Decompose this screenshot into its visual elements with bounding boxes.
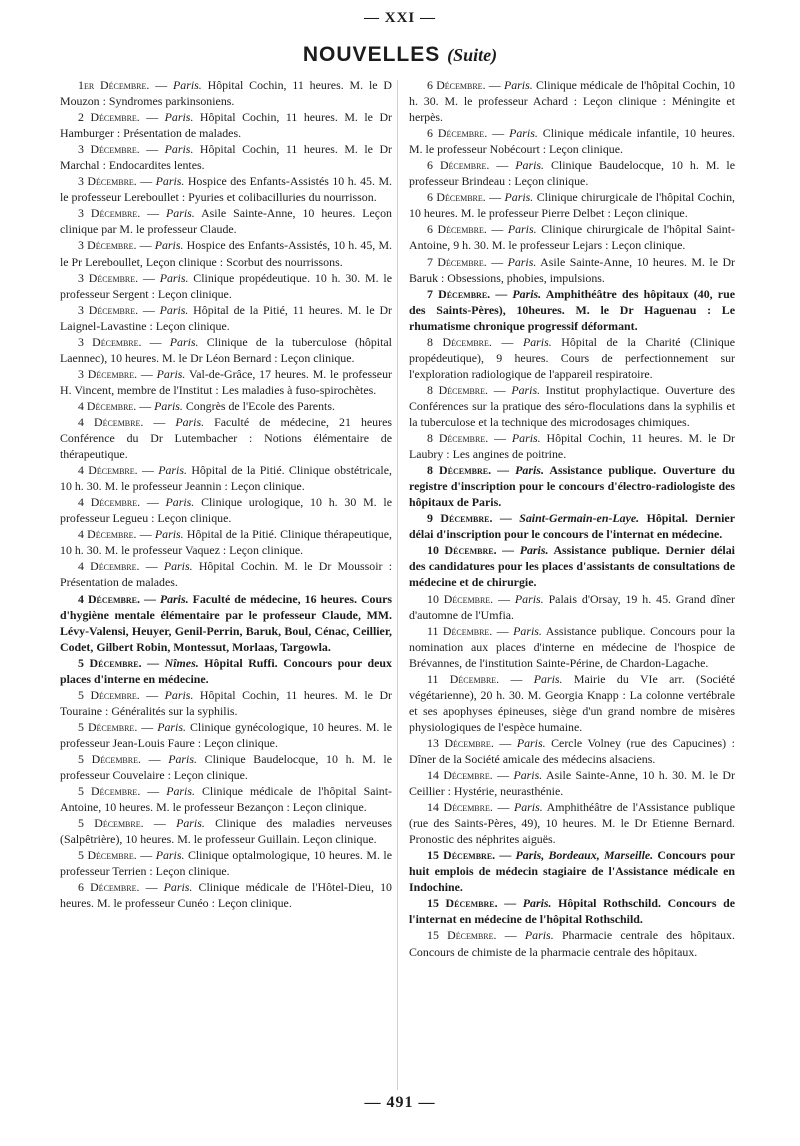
- entry-text: Faculté de médecine, 21 heures Conférence du Dr Lutembacher : Notions élémentaire de thérapeutique.: [60, 414, 392, 462]
- news-entry: 3 Décembre. — Paris. Hôpital Cochin, 11 heures. M. le Dr Marchal : Endocardites lentes.: [60, 142, 392, 173]
- entry-date: 1er Décembre.: [78, 78, 150, 92]
- entry-city: Paris.: [168, 751, 197, 766]
- entry-date: 14 Décembre.: [427, 800, 493, 815]
- entry-date: 4 Décembre.: [78, 559, 140, 574]
- entry-city: Paris.: [507, 222, 537, 237]
- news-entry: 3 Décembre. — Paris. Val-de-Grâce, 17 heures. M. le professeur H. Vincent, membre de l'Institut : Les maladies à fuso-spirochètes.: [60, 366, 392, 397]
- entry-date: 6 Décembre.: [427, 222, 487, 237]
- entry-text: Clinique médicale de l'Hôtel-Dieu, 10 heures. M. le professeur Cunéo : Leçon clinique.: [60, 880, 392, 911]
- entry-date: 3 Décembre.: [78, 270, 139, 285]
- entry-text: Hôpital Cochin, 11 heures. M. le Dr Laubry : Les angines de poitrine.: [409, 431, 736, 462]
- entry-date: 4 Décembre.: [78, 398, 137, 413]
- entry-date: 6 Décembre.: [427, 78, 486, 92]
- entry-text: Pharmacie centrale des hôpitaux. Concours de chimiste de la pharmacie centrale des hôpitaux.: [409, 928, 735, 959]
- news-entry: 10 Décembre. — Paris. Palais d'Orsay, 19 h. 45. Grand dîner d'automne de l'Umfia.: [409, 591, 735, 622]
- entry-text: Asile Sainte-Anne, 10 h. 30. M. le Dr Ceillier : Hystérie, neurasthénie.: [409, 768, 735, 799]
- entry-city: Paris.: [511, 431, 541, 446]
- entry-city: Paris.: [513, 768, 543, 783]
- entry-city: Paris.: [165, 495, 195, 510]
- entry-city: Paris.: [522, 896, 552, 911]
- entry-text: Hospice des Enfants-Assistés, 10 h. 45, M. le Pr Lereboullet, Leçon clinique : Scorbut des nourrissons.: [60, 238, 392, 269]
- entry-city: Paris.: [513, 623, 542, 638]
- entry-city: Paris.: [154, 527, 184, 542]
- entry-text: Clinique médicale de l'hôpital Cochin, 10 h. 30. M. le professeur Achard : Leçon clinique : Méningite et herpès.: [409, 78, 736, 125]
- entry-date: 3 Décembre.: [78, 366, 138, 381]
- news-entry: 6 Décembre. — Paris. Clinique Baudelocque, 10 h. M. le professeur Brindeau : Leçon clinique.: [409, 158, 735, 189]
- news-entry: 5 Décembre. — Paris. Clinique Baudelocque, 10 h. M. le professeur Couvelaire : Leçon clinique.: [60, 751, 392, 783]
- entry-date: 5 Décembre.: [78, 719, 138, 734]
- entry-date: 7 Décembre.: [427, 254, 487, 269]
- entry-text: Palais d'Orsay, 19 h. 45. Grand dîner d'automne de l'Umfia.: [409, 591, 735, 622]
- left-column: [60, 77, 392, 911]
- entry-text: Clinique Baudelocque, 10 h. M. le professeur Brindeau : Leçon clinique.: [409, 158, 735, 189]
- entry-date: 10 Décembre.: [427, 591, 494, 606]
- entry-date: 6 Décembre.: [427, 158, 490, 173]
- entry-text: Clinique gynécologique, 10 heures. M. le professeur Jean-Louis Faure : Leçon clinique.: [60, 719, 392, 750]
- entry-text: Assistance publique. Ouverture du registre d'inscription pour le concours d'électro-radiologiste des hôpitaux de Paris.: [409, 463, 735, 510]
- right-column: [409, 77, 735, 960]
- news-entry: 6 Décembre. — Paris. Clinique chirurgicale de l'hôpital Saint-Antoine, 9 h. 30. M. le professeur Lejars : Leçon clinique.: [409, 222, 735, 253]
- news-entry: 5 Décembre. — Paris. Hôpital Cochin, 11 heures. M. le Dr Touraine : Généralités sur la syphilis.: [60, 687, 392, 718]
- entry-date: 11 Décembre.: [427, 623, 493, 638]
- news-entry: 6 Décembre. — Paris. Clinique chirurgicale de l'hôpital Cochin, 10 heures. M. le professeur Pierre Delbet : Leçon clinique.: [409, 190, 736, 221]
- entry-city: Paris.: [164, 110, 194, 125]
- news-entry: 15 Décembre. — Paris. Hôpital Rothschild. Concours de l'internat en médecine de l'hôpital Rothschild.: [409, 896, 735, 927]
- entry-city: Paris.: [509, 126, 538, 141]
- entry-text: Clinique propédeutique. 10 h. 30. M. le professeur Sergent : Leçon clinique.: [60, 270, 392, 301]
- page-title: [0, 43, 800, 67]
- entry-text: Mairie du VIe arr. (Société végétarienne), 20 h. 30. M. Georgia Knapp : La colonne vertébrale et ses apophyses épineuses, siège d'un grand nombre de misères physiologiques de l'espèce humaine.: [409, 671, 735, 734]
- entry-text: Clinique de la tuberculose (hôpital Laennec), 10 heures. M. le Dr Léon Bernard : Leçon clinique.: [60, 334, 392, 365]
- entry-city: Paris.: [514, 591, 544, 606]
- entry-date: 8 Décembre.: [427, 463, 492, 478]
- entry-date: 4 Décembre.: [78, 495, 141, 510]
- entry-text: Clinique des maladies nerveuses (Salpêtrière), 10 heures. M. le professeur Guillain. Leçon clinique.: [60, 816, 393, 847]
- entry-city: Paris.: [176, 816, 205, 831]
- news-entry: 8 Décembre. — Paris. Hôpital Cochin, 11 heures. M. le Dr Laubry : Les angines de poitrine.: [409, 431, 736, 462]
- entry-date: 7 Décembre.: [427, 286, 491, 301]
- entry-date: 3 Décembre.: [78, 142, 140, 157]
- entry-city: Paris.: [164, 687, 194, 702]
- news-entry: 5 Décembre. — Paris. Clinique optalmologique, 10 heures. M. le professeur Terrien : Leçon clinique.: [60, 848, 393, 879]
- entry-date: 14 Décembre.: [427, 768, 493, 783]
- news-entry: 8 Décembre. — Paris. Institut prophylactique. Ouverture des Conférences sur la pratique des séro-floculations dans la syphilis et la tuberculose et la technique des microdosages chimiques.: [409, 382, 735, 429]
- news-entry: 6 Décembre. — Paris. Clinique médicale de l'hôpital Cochin, 10 h. 30. M. le professeur Achard : Leçon clinique : Méningite et herpès.: [409, 78, 736, 125]
- news-entry: 4 Décembre. — Paris. Faculté de médecine, 16 heures. Cours d'hygiène mentale élémentaire par le professeur Claude, MM. Lévy-Valensi, Heuyer, Genil-Perrin, Baruk, Boul, Cénac, Ceillier, Codet, Gilbert Robin, Montessut, Morlaas, Targowla.: [60, 591, 392, 654]
- entry-city: Paris.: [533, 671, 563, 686]
- entry-date: 5 Décembre.: [78, 784, 141, 799]
- entry-date: 13 Décembre.: [427, 735, 494, 750]
- news-entry: 7 Décembre. — Paris. Asile Sainte-Anne, 10 heures. M. le Dr Baruk : Obsessions, phobies, impulsions.: [409, 254, 735, 285]
- entry-city: Paris.: [159, 270, 189, 285]
- title-suite: (Suite): [447, 45, 498, 65]
- news-entry: 5 Décembre. — Nîmes. Hôpital Ruffi. Concours pour deux places d'interne en médecine.: [60, 655, 392, 686]
- entry-text: Congrès de l'Ecole des Parents.: [185, 398, 335, 413]
- entry-text: Concours pour huit emplois de médecin stagiaire de l'Assistance médicale en Indochine.: [409, 848, 735, 895]
- entry-city: Paris.: [504, 190, 534, 205]
- news-entry: 13 Décembre. — Paris. Cercle Volney (rue des Capucines) : Dîner de la Société amicale des médecins alsaciens.: [409, 735, 735, 766]
- news-entry: 7 Décembre. — Paris. Amphithéâtre des hôpitaux (40, rue des Saints-Pères), 10heures. M. le Dr Haguenau : Le rhumatisme chronique progressif déformant.: [409, 286, 735, 333]
- news-entry: 11 Décembre. — Paris. Mairie du VIe arr. (Société végétarienne), 20 h. 30. M. Georgia Knapp : La colonne vertébrale et ses apophyses épineuses, siège d'un grand nombre de misères physiologiques de l'espèce humaine.: [409, 671, 735, 734]
- entry-date: 10 Décembre.: [427, 543, 497, 558]
- entry-date: 8 Décembre.: [427, 382, 488, 397]
- entry-text: Hôpital Cochin, 11 heures. M. le Dr Touraine : Généralités sur la syphilis.: [60, 687, 392, 718]
- news-entry: 6 Décembre. — Paris. Clinique médicale de l'Hôtel-Dieu, 10 heures. M. le professeur Cunéo : Leçon clinique.: [60, 880, 392, 911]
- entry-city: Paris.: [163, 559, 193, 574]
- entry-city: Paris.: [154, 398, 183, 413]
- news-entry: 2 Décembre. — Paris. Hôpital Cochin, 11 heures. M. le Dr Hamburger : Présentation de malades.: [60, 110, 392, 141]
- title-text: NOUVELLES: [302, 43, 441, 66]
- news-entry: 3 Décembre. — Paris. Clinique propédeutique. 10 h. 30. M. le professeur Sergent : Leçon clinique.: [60, 270, 392, 301]
- entry-text: Hôpital Cochin. M. le Dr Moussoir : Présentation de malades.: [60, 559, 392, 590]
- entry-date: 8 Décembre.: [427, 334, 492, 349]
- news-entry: 6 Décembre. — Paris. Clinique médicale infantile, 10 heures. M. le professeur Nobécourt : Leçon clinique.: [409, 126, 735, 157]
- entry-date: 5 Décembre.: [78, 655, 142, 670]
- news-entry: 8 Décembre. — Paris. Assistance publique. Ouverture du registre d'inscription pour le concours d'électro-radiologiste des hôpitaux de Paris.: [409, 463, 735, 510]
- entry-text: Hôpital Cochin, 11 heures. M. le Dr Hamburger : Présentation de malades.: [60, 110, 392, 141]
- entry-text: Hôpital de la Pitié. Clinique thérapeutique, 10 h. 30. M. le professeur Vaquez : Leçon clinique.: [60, 527, 392, 558]
- entry-text: Clinique urologique, 10 h. 30 M. le professeur Legueu : Leçon clinique.: [60, 495, 392, 526]
- entry-text: Val-de-Grâce, 17 heures. M. le professeur H. Vincent, membre de l'Institut : Les maladies à fuso-spirochètes.: [60, 366, 392, 397]
- entry-city: Paris.: [159, 591, 189, 606]
- entry-city: Paris.: [166, 206, 195, 221]
- entry-city: Paris.: [158, 463, 187, 478]
- entry-date: 3 Décembre.: [78, 238, 137, 253]
- entry-text: Clinique chirurgicale de l'hôpital Saint-Antoine, 9 h. 30. M. le professeur Lejars : Leçon clinique.: [409, 222, 735, 253]
- entry-city: Paris.: [155, 174, 185, 189]
- entry-date: 2 Décembre.: [78, 110, 140, 125]
- entry-city: Paris.: [155, 848, 185, 863]
- entry-city: Paris.: [519, 543, 549, 558]
- entry-text: Clinique médicale infantile, 10 heures. M. le professeur Nobécourt : Leçon clinique.: [409, 126, 735, 157]
- news-entry: 4 Décembre. — Paris. Clinique urologique, 10 h. 30 M. le professeur Legueu : Leçon clinique.: [60, 495, 392, 526]
- entry-date: 11 Décembre.: [427, 671, 500, 686]
- news-entry: 9 Décembre. — Saint-Germain-en-Laye. Hôpital. Dernier délai d'inscription pour le concours de l'internat en médecine.: [409, 511, 735, 542]
- entry-date: 15 Décembre.: [427, 896, 498, 911]
- entry-date: 3 Décembre.: [78, 174, 137, 189]
- news-entry: 3 Décembre. — Paris. Hospice des Enfants-Assistés, 10 h. 45, M. le Pr Lereboullet, Leçon clinique : Scorbut des nourrissons.: [60, 238, 392, 269]
- news-entry: 5 Décembre. — Paris. Clinique gynécologique, 10 heures. M. le professeur Jean-Louis Faure : Leçon clinique.: [60, 719, 392, 750]
- entry-date: 4 Décembre.: [78, 463, 138, 478]
- entry-text: Hospice des Enfants-Assistés 10 h. 45. M. le professeur Lereboullet : Pyuries et colibacilluries du nourrisson.: [60, 174, 392, 205]
- entry-text: Amphithéâtre des hôpitaux (40, rue des Saints-Pères), 10heures. M. le Dr Haguenau : Le rhumatisme chronique progressif déformant.: [409, 286, 735, 333]
- entry-city: Paris.: [511, 382, 541, 397]
- entry-text: Hôpital. Dernier délai d'inscription pour le concours de l'internat en médecine.: [409, 511, 735, 542]
- news-entry: 15 Décembre. — Paris. Pharmacie centrale des hôpitaux. Concours de chimiste de la pharmacie centrale des hôpitaux.: [409, 928, 735, 959]
- news-entry: 4 Décembre. — Paris. Hôpital Cochin. M. le Dr Moussoir : Présentation de malades.: [60, 559, 392, 590]
- entry-city: Paris.: [516, 735, 546, 750]
- entry-text: Hôpital de la Pitié. Clinique obstétricale, 10 h. 30. M. le professeur Jeannin : Leçon clinique.: [60, 463, 392, 494]
- entry-date: 15 Décembre.: [427, 928, 497, 943]
- entry-city: Paris.: [157, 719, 186, 734]
- news-entry: 14 Décembre. — Paris. Asile Sainte-Anne, 10 h. 30. M. le Dr Ceillier : Hystérie, neurasthénie.: [409, 768, 735, 799]
- entry-date: 5 Décembre.: [78, 848, 137, 863]
- entry-text: Cercle Volney (rue des Capucines) : Dîner de la Société amicale des médecins alsaciens.: [409, 735, 735, 766]
- news-entry: 14 Décembre. — Paris. Amphithéâtre de l'Assistance publique (rue des Saints-Pères, 49), 10 heures. M. le Dr Etienne Bernard. Pronostic des néphrites aiguës.: [409, 800, 735, 847]
- entry-text: Assistance publique. Dernier délai des candidatures pour les places d'assistants de consultations de médecine et de chirurgie.: [409, 543, 735, 590]
- entry-city: Paris.: [169, 334, 199, 349]
- news-entry: 5 Décembre. — Paris. Clinique médicale de l'hôpital Saint-Antoine, 10 heures. M. le professeur Bezançon : Leçon clinique.: [60, 784, 392, 815]
- entry-city: Paris.: [515, 463, 544, 478]
- entry-city: Paris.: [175, 414, 205, 429]
- entry-date: 8 Décembre.: [427, 431, 489, 446]
- column-divider: [397, 80, 398, 1090]
- entry-city: Nîmes.: [164, 655, 199, 670]
- entry-city: Paris.: [503, 78, 533, 92]
- news-entry: 1er Décembre. — Paris. Hôpital Cochin, 11 heures. M. le D Mouzon : Syndromes parkinsoniens.: [60, 78, 392, 109]
- entry-text: Clinique chirurgicale de l'hôpital Cochin, 10 heures. M. le professeur Pierre Delbet : Leçon clinique.: [409, 190, 736, 221]
- news-entry: 15 Décembre. — Paris, Bordeaux, Marseille. Concours pour huit emplois de médecin stagiaire de l'Assistance médicale en Indochine.: [409, 848, 735, 895]
- entry-date: 5 Décembre.: [78, 687, 140, 702]
- entry-date: 5 Décembre.: [78, 751, 141, 766]
- entry-text: Hôpital Rothschild. Concours de l'internat en médecine de l'hôpital Rothschild.: [409, 896, 735, 927]
- entry-city: Paris.: [515, 158, 544, 173]
- entry-date: 5 Décembre.: [78, 816, 144, 831]
- entry-date: 3 Décembre.: [78, 302, 139, 317]
- entry-city: Paris.: [173, 78, 202, 92]
- news-entry: 8 Décembre. — Paris. Hôpital de la Charité (Clinique propédeutique), 9 heures. Cours de perfectionnement sur l'exploration radiologique de l'appareil respiratoire.: [409, 334, 735, 381]
- news-entry: 4 Décembre. — Paris. Hôpital de la Pitié. Clinique thérapeutique, 10 h. 30. M. le professeur Vaquez : Leçon clinique.: [60, 527, 392, 558]
- entry-text: Asile Sainte-Anne, 10 heures. M. le Dr Baruk : Obsessions, phobies, impulsions.: [409, 254, 735, 285]
- entry-text: Hôpital de la Pitié, 11 heures. M. le Dr Laignel-Lavastine : Leçon clinique.: [60, 302, 392, 333]
- entry-date: 4 Décembre.: [78, 527, 137, 542]
- page-number: — 491 —: [364, 1094, 436, 1111]
- news-entry: 4 Décembre. — Paris. Hôpital de la Pitié. Clinique obstétricale, 10 h. 30. M. le professeur Jeannin : Leçon clinique.: [60, 463, 392, 494]
- entry-text: Hôpital Ruffi. Concours pour deux places d'interne en médecine.: [60, 655, 392, 686]
- entry-date: 6 Décembre.: [427, 126, 488, 141]
- news-entry: 4 Décembre. — Paris. Faculté de médecine, 21 heures Conférence du Dr Lutembacher : Notions élémentaire de thérapeutique.: [60, 414, 392, 462]
- entry-text: Assistance publique. Concours pour la nomination aux places d'interne en médecine de l'hospice de Brévannes, de l'institution Sainte-Périne, de Chardon-Lagache.: [409, 623, 735, 670]
- news-entry: 10 Décembre. — Paris. Assistance publique. Dernier délai des candidatures pour les places d'assistants de consultations de médecine et de chirurgie.: [409, 543, 735, 590]
- entry-city: Paris, Bordeaux, Marseille.: [515, 848, 654, 863]
- entry-city: Paris.: [154, 238, 184, 253]
- entry-text: Asile Sainte-Anne, 10 heures. Leçon clinique par M. le professeur Claude.: [60, 206, 392, 237]
- entry-city: Paris.: [156, 366, 186, 381]
- entry-city: Paris.: [513, 800, 543, 815]
- news-entry: 3 Décembre. — Paris. Asile Sainte-Anne, 10 heures. Leçon clinique par M. le professeur Claude.: [60, 206, 392, 237]
- entry-date: 3 Décembre.: [78, 206, 141, 221]
- news-entry: 4 Décembre. — Paris. Congrès de l'Ecole des Parents.: [78, 398, 335, 413]
- entry-date: 15 Décembre.: [427, 848, 496, 863]
- entry-city: Paris.: [524, 928, 554, 943]
- entry-date: 4 Décembre.: [78, 591, 140, 606]
- entry-text: Clinique Baudelocque, 10 h. M. le professeur Couvelaire : Leçon clinique.: [60, 751, 392, 783]
- entry-city: Paris.: [507, 254, 537, 269]
- entry-text: Amphithéâtre de l'Assistance publique (rue des Saints-Pères, 49), 10 heures. M. le Dr Etienne Bernard. Pronostic des néphrites aiguës.: [409, 800, 735, 847]
- entry-date: 9 Décembre.: [427, 511, 493, 526]
- news-entry: 3 Décembre. — Paris. Hôpital de la Pitié, 11 heures. M. le Dr Laignel-Lavastine : Leçon clinique.: [60, 302, 392, 333]
- entry-city: Paris.: [512, 286, 542, 301]
- entry-text: Hôpital Cochin, 11 heures. M. le D Mouzon : Syndromes parkinsoniens.: [60, 78, 392, 109]
- entry-city: Paris.: [164, 142, 194, 157]
- section-numeral: — XXI —: [363, 10, 436, 26]
- entry-text: Hôpital de la Charité (Clinique propédeutique), 9 heures. Cours de perfectionnement sur l'exploration radiologique de l'appareil respiratoire.: [409, 334, 735, 381]
- entry-text: Clinique médicale de l'hôpital Saint-Antoine, 10 heures. M. le professeur Bezançon : Leçon clinique.: [60, 784, 392, 815]
- entry-city: Paris.: [166, 784, 195, 799]
- entry-text: Faculté de médecine, 16 heures. Cours d'hygiène mentale élémentaire par le professeur Claude, MM. Lévy-Valensi, Heuyer, Genil-Perrin, Baruk, Boul, Cénac, Ceillier, Codet, Gilbert Robin, Montessut, Morlaas, Targowla.: [60, 591, 392, 654]
- entry-text: Clinique optalmologique, 10 heures. M. le professeur Terrien : Leçon clinique.: [60, 848, 393, 879]
- entry-text: Hôpital Cochin, 11 heures. M. le Dr Marchal : Endocardites lentes.: [60, 142, 392, 173]
- entry-date: 6 Décembre.: [427, 190, 486, 205]
- news-entry: 5 Décembre. — Paris. Clinique des maladies nerveuses (Salpêtrière), 10 heures. M. le professeur Guillain. Leçon clinique.: [60, 816, 393, 847]
- entry-city: Saint-Germain-en-Laye.: [519, 511, 640, 526]
- news-entry: 11 Décembre. — Paris. Assistance publique. Concours pour la nomination aux places d'interne en médecine de l'hospice de Brévannes, de l'institution Sainte-Périne, de Chardon-Lagache.: [409, 623, 735, 670]
- entry-city: Paris.: [522, 334, 552, 349]
- entry-text: Institut prophylactique. Ouverture des Conférences sur la pratique des séro-floculations dans la syphilis et la tuberculose et la technique des microdosages chimiques.: [409, 382, 735, 429]
- entry-city: Paris.: [159, 302, 189, 317]
- entry-date: 3 Décembre.: [78, 334, 142, 349]
- entry-date: 6 Décembre.: [78, 880, 140, 895]
- entry-city: Paris.: [163, 880, 193, 895]
- entry-date: 4 Décembre.: [78, 414, 144, 429]
- news-entry: 3 Décembre. — Paris. Hospice des Enfants-Assistés 10 h. 45. M. le professeur Lereboullet : Pyuries et colibacilluries du nourrisson.: [60, 174, 392, 205]
- news-entry: 3 Décembre. — Paris. Clinique de la tuberculose (hôpital Laennec), 10 heures. M. le Dr Léon Bernard : Leçon clinique.: [60, 334, 392, 365]
